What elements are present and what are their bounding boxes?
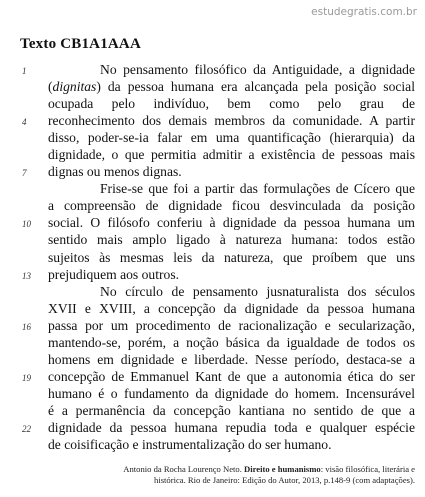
line-text: dignidade da pessoa humana repudia toda e qualquer espécie [48, 419, 415, 435]
line-text: a compreensão de dignidade ficou desvinculada da posição [48, 198, 415, 214]
text-line [22, 368, 415, 385]
line-number: 22 [22, 423, 31, 434]
text-line [48, 95, 415, 112]
source-author: Antonio da Rocha Lourenço Neto. [123, 464, 242, 474]
text-line [48, 436, 415, 453]
text-line [22, 163, 415, 180]
line-text: No pensamento filosófico da Antiguidade, a dignidade [100, 62, 415, 77]
text-body [22, 61, 415, 453]
line-text: prejudiquem aos outros. [48, 266, 180, 282]
line-text: (dignitas) da pessoa humana era alcançada pela posição social [48, 79, 415, 95]
text-line [22, 317, 415, 334]
line-text: concepção de Emmanuel Kant de que a autonomia ética do ser [48, 368, 415, 384]
line-text: ocupada pelo indivíduo, bem como pelo grau de [48, 96, 415, 112]
line-text: No círculo de pensamento jusnaturalista dos séculos [100, 283, 415, 299]
text-line [48, 197, 415, 214]
line-text: disso, poder-se-ia falar em uma quantificação (hierarquia) da [48, 130, 415, 146]
line-number: 13 [22, 270, 31, 281]
text-line [48, 180, 415, 197]
line-number: 10 [22, 219, 31, 230]
line-text: dignas ou menos dignas. [48, 164, 182, 180]
line-text: mantendo-se, porém, a noção básica da igualdade de todos os [48, 334, 415, 350]
text-line [48, 78, 415, 95]
line-text: é a permanência da concepção kantiana no sentido de que a [48, 402, 415, 418]
source-citation [118, 464, 415, 486]
text-line [48, 385, 415, 402]
text-line [48, 146, 415, 163]
line-text: Frise-se que foi a partir das formulações de Cícero que [100, 181, 415, 197]
line-text: sujeitos às mesmas leis da natureza, que proíbem que uns [48, 249, 415, 265]
text-line [48, 334, 415, 351]
line-text: sentido mais amplo ligado à natureza humana: todos estão [48, 232, 415, 248]
line-number: 7 [22, 168, 27, 179]
line-text: homens em dignidade e liberdade. Nesse período, destaca-se a [48, 351, 415, 367]
line-text: social. O filósofo conferiu à dignidade da pessoa humana um [48, 215, 415, 231]
line-number: 1 [22, 66, 27, 76]
line-number: 4 [22, 117, 27, 128]
line-text: de coisificação e instrumentalização do ser humano. [48, 437, 332, 453]
site-watermark: estudegratis.com.br [311, 6, 417, 18]
text-line [22, 214, 415, 231]
line-number: 16 [22, 321, 31, 332]
text-line [22, 266, 415, 283]
line-text: reconhecimento dos demais membros da comunidade. A partir [48, 113, 415, 129]
text-line [22, 419, 415, 436]
text-line [22, 112, 415, 129]
text-line [48, 351, 415, 368]
source-details: : visão filosófica, literária e histórica. Rio de Janeiro: Edição do Autor, 2013, p.148-9 (com adaptações). [154, 464, 415, 485]
line-text: dignidade, o que permitia admitir a existência de pessoas mais [48, 147, 415, 163]
source-work: Direito e humanismo [244, 464, 321, 474]
text-line [48, 300, 415, 317]
line-number: 19 [22, 372, 31, 383]
line-text: passa por um procedimento de racionalização e secularização, [48, 317, 415, 333]
text-line [48, 283, 415, 300]
text-line [48, 249, 415, 266]
text-line [22, 61, 415, 78]
line-text: humano é o fundamento da dignidade do homem. Incensurável [48, 385, 415, 401]
line-text: XVII e XVIII, a concepção da dignidade da pessoa humana [48, 300, 415, 316]
text-line [48, 129, 415, 146]
text-line [48, 231, 415, 248]
text-line [48, 402, 415, 419]
text-title: Texto CB1A1AAA [20, 36, 141, 52]
